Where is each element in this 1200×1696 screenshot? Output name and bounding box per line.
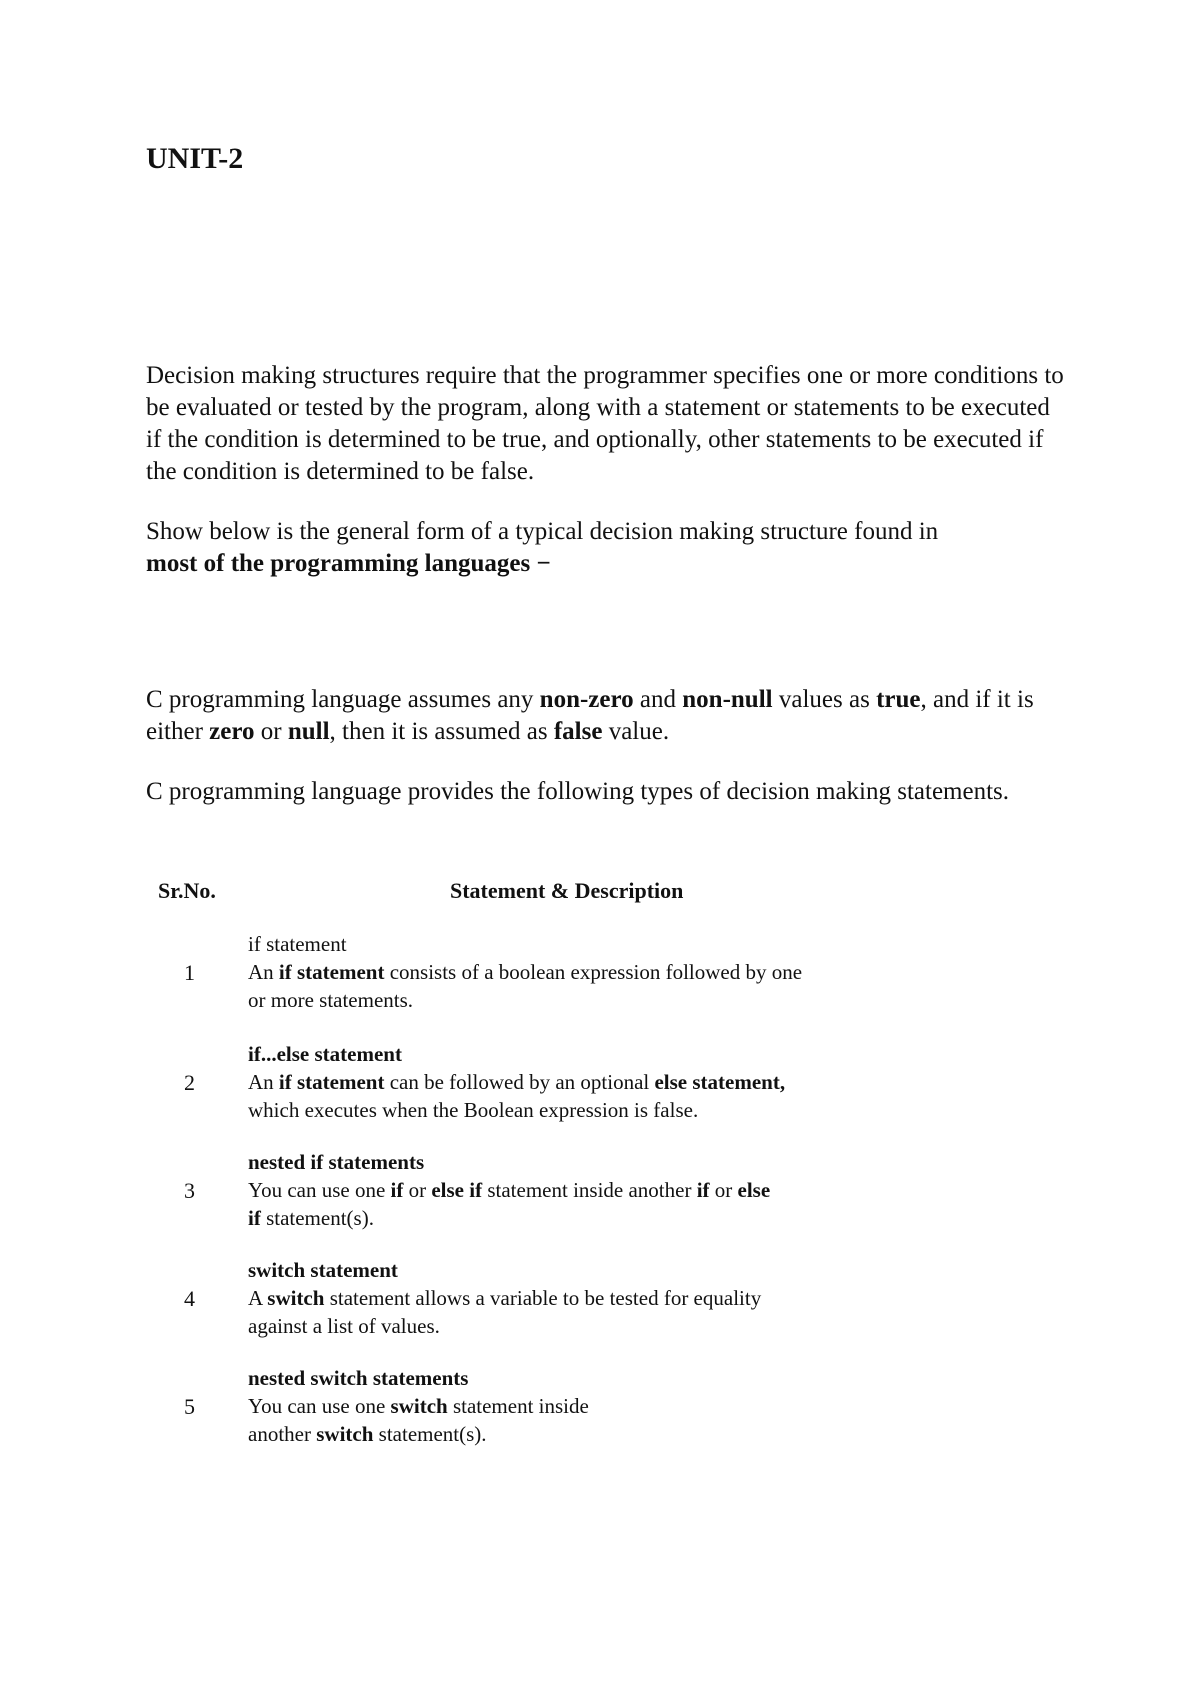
bold-run: switch bbox=[390, 1394, 448, 1418]
text-run: You can use one bbox=[248, 1178, 391, 1202]
bold-run: else if bbox=[431, 1178, 483, 1202]
text-run: statement inside bbox=[447, 1394, 589, 1418]
intro-paragraph: Decision making structures require that the programmer specifies one or more conditions to be evaluated or tested by the program, along with a statement or statements to be executed if the condition is determined to be true, and optionally, other statements to be executed if the condition is determined to be false. bbox=[146, 362, 1064, 485]
text-run: , then it is assumed as bbox=[329, 718, 554, 745]
row-number: 5 bbox=[184, 1394, 195, 1419]
text-run: values as bbox=[772, 686, 877, 713]
row-title: nested if statements bbox=[248, 1150, 425, 1174]
row-desc-line-2 bbox=[248, 1204, 928, 1232]
row-number: 3 bbox=[184, 1178, 195, 1203]
page-title: UNIT-2 bbox=[146, 142, 244, 175]
bold-run: zero bbox=[209, 718, 255, 745]
text-run: statement(s). bbox=[260, 1206, 374, 1230]
row-description bbox=[248, 1256, 928, 1340]
text-run: or bbox=[254, 718, 288, 745]
text-run: , and if it is either bbox=[146, 686, 1034, 745]
row-title: switch statement bbox=[248, 1258, 398, 1282]
text-run: You can use one bbox=[248, 1394, 391, 1418]
row-desc-line-2: or more statements. bbox=[248, 988, 414, 1012]
text-run: or bbox=[709, 1178, 738, 1202]
row-description bbox=[248, 1040, 928, 1124]
row-title: nested switch statements bbox=[248, 1366, 469, 1390]
truth-values-paragraph bbox=[146, 684, 1066, 748]
row-description bbox=[248, 1364, 928, 1448]
bold-run: if statement bbox=[278, 960, 385, 984]
text-run: C programming language assumes any bbox=[146, 686, 540, 713]
table-header-statement-description: Statement & Description bbox=[450, 878, 684, 903]
text-run: statement inside another bbox=[482, 1178, 697, 1202]
text-run: another bbox=[248, 1422, 317, 1446]
text-run: An bbox=[248, 1070, 279, 1094]
row-title: if...else statement bbox=[248, 1042, 402, 1066]
row-title: if statement bbox=[248, 932, 347, 956]
row-desc-line-2: against a list of values. bbox=[248, 1314, 440, 1338]
types-paragraph: C programming language provides the following types of decision making statements. bbox=[146, 778, 1010, 805]
row-desc-line-1 bbox=[248, 958, 928, 986]
row-desc-line-2: which executes when the Boolean expression is false. bbox=[248, 1098, 699, 1122]
row-description bbox=[248, 1148, 928, 1232]
bold-run: if statement bbox=[278, 1070, 385, 1094]
text-run: consists of a boolean expression followed by one bbox=[384, 960, 803, 984]
text-run: An bbox=[248, 960, 279, 984]
bold-run: null bbox=[287, 718, 330, 745]
row-desc-line-1 bbox=[248, 1068, 928, 1096]
table-header-sr-no: Sr.No. bbox=[158, 878, 216, 903]
text-run: and bbox=[633, 686, 683, 713]
bold-run: else statement, bbox=[654, 1070, 786, 1094]
row-desc-line-1 bbox=[248, 1284, 928, 1312]
bold-run: else bbox=[737, 1178, 771, 1202]
text-run: statement allows a variable to be tested for equality bbox=[324, 1286, 762, 1310]
row-number: 4 bbox=[184, 1286, 195, 1311]
row-desc-line-2 bbox=[248, 1420, 928, 1448]
row-number: 1 bbox=[184, 960, 195, 985]
text-run: statement(s). bbox=[373, 1422, 487, 1446]
row-description bbox=[248, 930, 928, 1014]
bold-run: true bbox=[876, 686, 921, 713]
bold-run: non-zero bbox=[539, 686, 634, 713]
bold-run: non-null bbox=[682, 686, 773, 713]
text-run: A bbox=[248, 1286, 268, 1310]
text-run: or bbox=[403, 1178, 432, 1202]
row-number: 2 bbox=[184, 1070, 195, 1095]
general-form-line-2: most of the programming languages − bbox=[146, 550, 551, 577]
bold-run: if bbox=[248, 1206, 261, 1230]
bold-run: false bbox=[553, 718, 603, 745]
row-desc-line-1 bbox=[248, 1392, 928, 1420]
text-run: value. bbox=[602, 718, 670, 745]
general-form-line-1: Show below is the general form of a typical decision making structure found in bbox=[146, 518, 939, 545]
bold-run: switch bbox=[267, 1286, 325, 1310]
bold-run: if bbox=[696, 1178, 710, 1202]
row-desc-line-1 bbox=[248, 1176, 928, 1204]
general-form-paragraph bbox=[146, 516, 1066, 580]
bold-run: if bbox=[390, 1178, 404, 1202]
text-run: can be followed by an optional bbox=[384, 1070, 655, 1094]
bold-run: switch bbox=[316, 1422, 374, 1446]
